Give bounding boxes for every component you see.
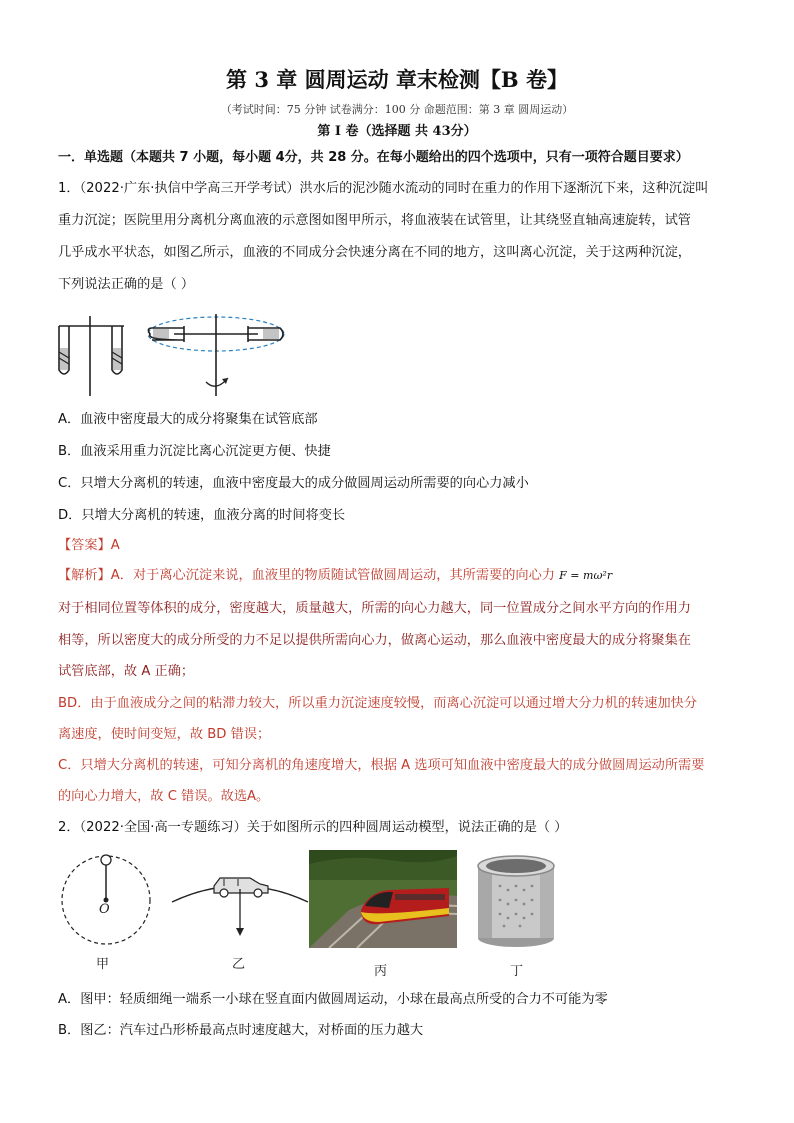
- q2-stem: 2．（2022·全国·高一专题练习）关于如图所示的四种圆周运动模型，说法正确的是（ ）: [58, 820, 568, 835]
- q1-analysis-line-3: 相等，所以密度大的成分所受的力不足以提供所需向心力，做离心运动，那么血液中密度最大的成分将聚集在: [58, 633, 691, 648]
- q1-analysis-line-2: 对于相同位置等体积的成分，密度越大，质量越大，所需的向心力越大，同一位置成分之间水平方向的作用力: [58, 601, 691, 616]
- part-heading: 第 I 卷（选择题 共 43分）: [317, 124, 477, 139]
- exam-info: （考试时间：75 分钟 试卷满分：100 分 命题范围：第 3 章 圆周运动）: [220, 103, 574, 116]
- point-o-label: O: [99, 902, 110, 917]
- page-title: 第 3 章 圆周运动 章末检测【B 卷】: [226, 67, 568, 92]
- washing-drum-photo: [466, 850, 566, 950]
- q2-option-b: B．图乙：汽车过凸形桥最高点时速度越大，对桥面的压力越大: [58, 1023, 424, 1038]
- fig-label-yi: 乙: [232, 957, 246, 972]
- centrifuge-figure: [56, 312, 296, 400]
- q1-stem-line-3: 几乎成水平状态，如图乙所示，血液的不同成分会快速分离在不同的地方，这叫离心沉淀，关于这两种沉淀，: [58, 245, 691, 260]
- fig-label-ding: 丁: [510, 964, 524, 979]
- q1-option-c: C．只增大分离机的转速，血液中密度最大的成分做圆周运动所需要的向心力减小: [58, 476, 529, 491]
- q1-analysis-line-5: BD．由于血液成分之间的粘滞力较大，所以重力沉淀速度较慢，而离心沉淀可以通过增大分力机的转速加快分: [58, 696, 698, 711]
- q1-option-b: B．血液采用重力沉淀比离心沉淀更方便、快捷: [58, 444, 331, 459]
- centripetal-formula: F = mω²r: [559, 569, 613, 582]
- q1-option-d: D．只增大分离机的转速，血液分离的时间将变长: [58, 508, 346, 523]
- q1-analysis-prefix: 【解析】A．对于离心沉淀来说，血液里的物质随试管做圆周运动，其所需要的向心力: [58, 568, 555, 583]
- q1-stem-line-1: 1．（2022·广东·执信中学高三开学考试）洪水后的泥沙随水流动的同时在重力的作用下逐渐沉下来，这种沉淀叫: [58, 181, 709, 196]
- fig-label-jia: 甲: [96, 957, 110, 972]
- q1-analysis-line-4: 试管底部，故 A 正确；: [58, 664, 195, 679]
- q1-answer: 【答案】A: [58, 538, 120, 553]
- q1-stem-line-4: 下列说法正确的是（ ）: [58, 277, 195, 292]
- train-photo: [309, 850, 457, 948]
- q1-analysis-line-7: C．只增大分离机的转速，可知分离机的角速度增大，根据 A 选项可知血液中密度最大的成分做圆周运动所需要: [58, 758, 705, 773]
- fig-label-bing: 丙: [374, 964, 388, 979]
- q1-analysis-line-6: 离速度，使时间变短，故 BD 错误；: [58, 727, 271, 742]
- car-bridge-figure: [170, 862, 310, 942]
- q1-analysis-line-1: [58, 566, 612, 586]
- q1-option-a: A．血液中密度最大的成分将聚集在试管底部: [58, 412, 318, 427]
- vertical-circle-figure: [58, 852, 154, 948]
- q1-stem-line-2: 重力沉淀；医院里用分离机分离血液的示意图如图甲所示，将血液装在试管里，让其绕竖直轴高速旋转，试管: [58, 213, 691, 228]
- q2-option-a: A．图甲：轻质细绳一端系一小球在竖直面内做圆周运动，小球在最高点所受的合力不可能为零: [58, 992, 608, 1007]
- q1-analysis-line-8: 的向心力增大，故 C 错误。故选A。: [58, 789, 270, 804]
- section-heading: 一．单选题（本题共 7 小题，每小题 4分，共 28 分。在每小题给出的四个选项中，只有一项符合题目要求）: [58, 150, 689, 165]
